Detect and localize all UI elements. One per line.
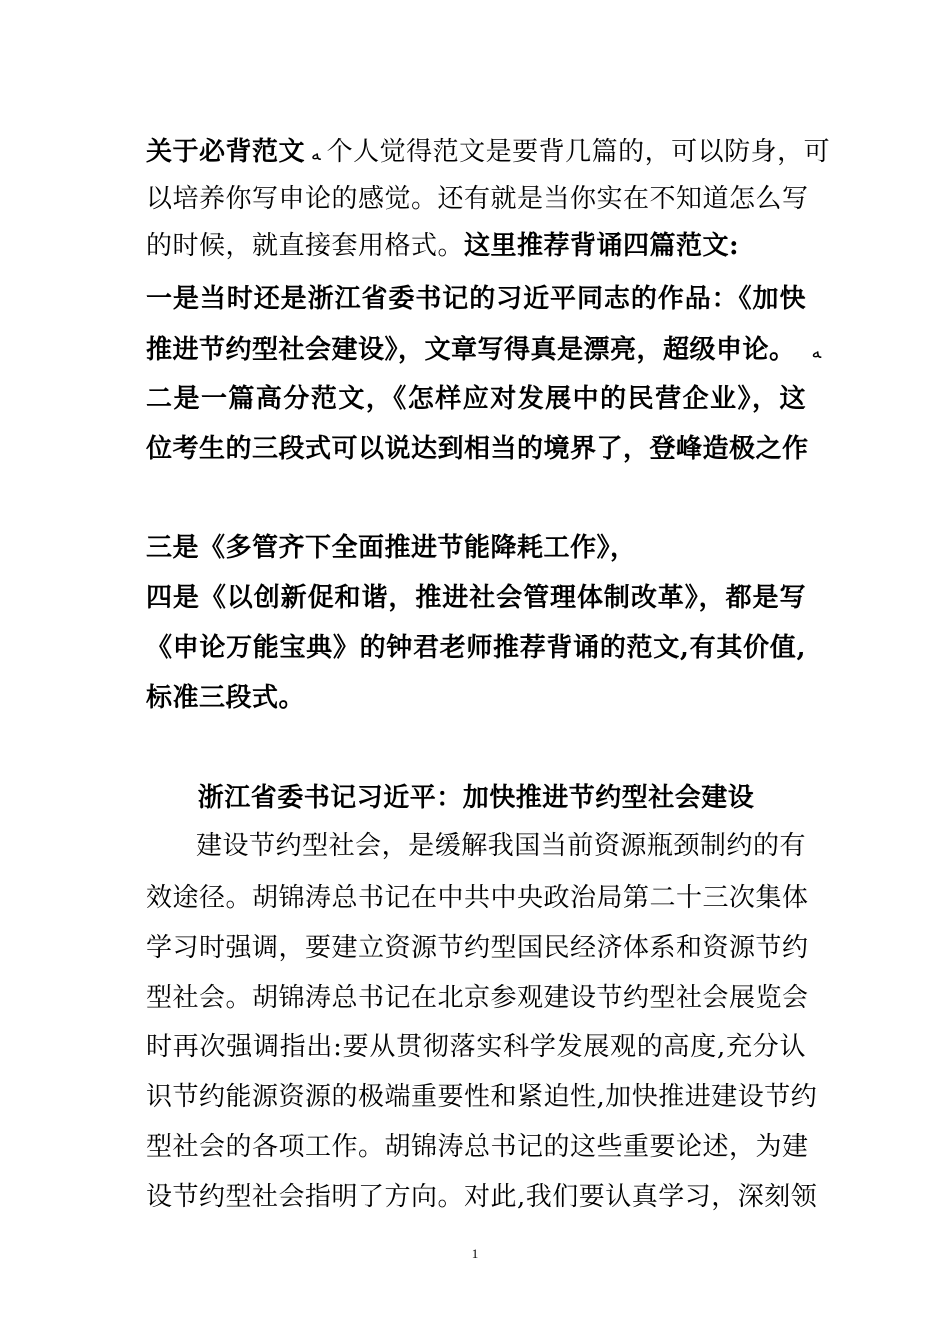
recommendation-2-line-1: 二是一篇高分范文，《怎样应对发展中的民营企业》，这 — [146, 384, 806, 414]
recommendation-1-line-1: 一是当时还是浙江省委书记的习近平同志的作品：《加快 — [146, 284, 806, 314]
article-line: 型社会的各项工作。胡锦涛总书记的这些重要论述，为建 — [146, 1132, 809, 1162]
recommendation-text: 推进节约型社会建设》，文章写得真是漂亮，超级申论。 — [146, 335, 796, 365]
intro-emphasis: 这里推荐背诵四篇范文: — [464, 231, 740, 261]
intro-line-3 — [146, 230, 806, 262]
paragraph-mark-icon: ﻪ — [311, 144, 321, 165]
article-line: 设节约型社会指明了方向。对此,我们要认真学习，深刻领 — [146, 1182, 818, 1212]
article-line: 型社会。胡锦涛总书记在北京参观建设节约型社会展览会 — [146, 983, 809, 1013]
intro-line-1 — [146, 136, 831, 171]
page-number: 1 — [471, 1246, 479, 1261]
article-line: 时再次强调指出:要从贯彻落实科学发展观的高度,充分认 — [146, 1032, 806, 1062]
article-line: 建设节约型社会，是缓解我国当前资源瓶颈制约的有 — [196, 831, 806, 861]
recommendation-1-line-2 — [146, 334, 822, 369]
recommendation-4-line-2: 《申论万能宝典》的钟君老师推荐背诵的范文,有其价值, — [146, 633, 806, 663]
paragraph-mark-icon: ﻪ — [811, 342, 822, 363]
recommendation-4-line-3: 标准三段式。 — [146, 683, 306, 713]
recommendation-3-line-1: 三是《多管齐下全面推进节能降耗工作》， — [146, 533, 637, 563]
intro-line-2: 以培养你写申论的感觉。还有就是当你实在不知道怎么写 — [146, 184, 809, 214]
article-title: 浙江省委书记习近平：加快推进节约型社会建设 — [197, 783, 755, 813]
intro-text: 的时候，就直接套用格式。 — [146, 231, 465, 261]
article-line: 识节约能源资源的极端重要性和紧迫性,加快推进建设节约 — [146, 1082, 818, 1112]
recommendation-4-line-1: 四是《以创新促和谐，推进社会管理体制改革》，都是写 — [146, 583, 806, 613]
intro-heading: 关于必背范文 — [146, 137, 306, 167]
intro-text: 个人觉得范文是要背几篇的，可以防身，可 — [326, 137, 831, 167]
article-line: 学习时强调，要建立资源节约型国民经济体系和资源节约 — [146, 933, 809, 963]
recommendation-2-line-2: 位考生的三段式可以说达到相当的境界了，登峰造极之作 — [146, 434, 809, 464]
article-line: 效途径。胡锦涛总书记在中共中央政治局第二十三次集体 — [146, 883, 809, 913]
